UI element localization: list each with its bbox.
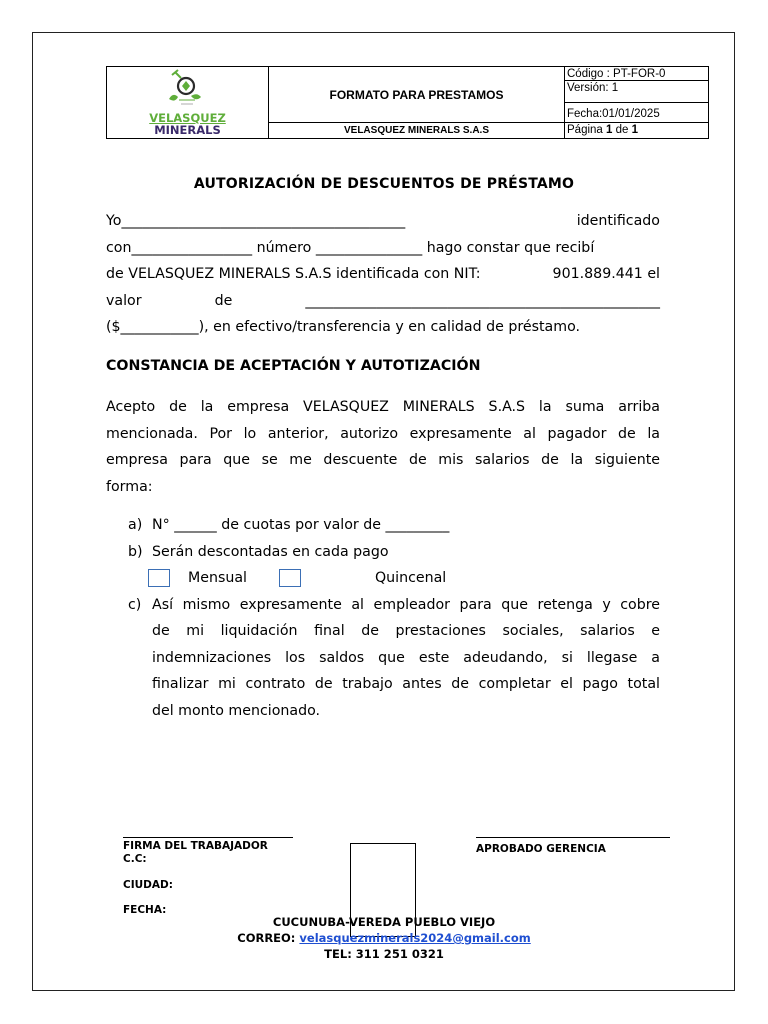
email-link[interactable]: velasquezminerals2024@gmail.com (299, 931, 531, 945)
body-line: empresa para que se me descuente de mis salarios de la siguiente (106, 452, 660, 468)
footer-email: CORREO: velasquezminerals2024@gmail.com (237, 931, 531, 945)
intro-line: Yo________________________________________ identificado (106, 213, 660, 229)
city-label: CIUDAD: (123, 879, 173, 891)
intro-paragraph (106, 208, 660, 341)
cc-label: C.C: (123, 853, 147, 865)
body-line: mencionada. Por lo anterior, autorizo expresamente al pagador de la (106, 425, 660, 442)
list-item-c-line: del monto mencionado. (152, 702, 321, 719)
logo-name-line1: VELASQUEZ (149, 111, 226, 125)
body-line: Acepto de la empresa VELASQUEZ MINERALS S.A.S la suma arriba (106, 399, 660, 415)
list-item-c-line: finalizar mi contrato de trabajo antes de completar el pago total (152, 676, 660, 692)
document-code: Código : PT-FOR-0 (565, 67, 708, 81)
footer-address: CUCUNUBA-VEREDA PUEBLO VIEJO (272, 915, 496, 929)
body-paragraph (106, 394, 660, 500)
list-item-c-line: de mi liquidación final de prestaciones sociales, salarios e (152, 623, 660, 639)
page-number: Página 1 de 1 (567, 124, 639, 136)
manager-signature-line (476, 837, 670, 838)
date-label: FECHA: (123, 904, 167, 916)
footer-phone: TEL: 311 251 0321 (324, 947, 444, 961)
biweekly-label: Quincenal (374, 570, 447, 586)
document-version: Versión: 1 (565, 81, 708, 103)
list-item-b: b) Serán descontadas en cada pago (128, 543, 389, 560)
header-title-cell (269, 67, 565, 138)
document-header (106, 66, 709, 139)
list-item-c-line: indemnizaciones los saldos que este adeudando, si llegase a (152, 649, 660, 666)
monthly-checkbox[interactable] (148, 569, 170, 587)
payment-frequency-options (128, 565, 660, 592)
document-date: Fecha:01/01/2025 (565, 103, 708, 123)
worker-signature-line (123, 837, 293, 838)
monthly-label: Mensual (188, 570, 247, 586)
intro-line: valor de __________________________________________________ (106, 292, 660, 309)
list-item-c: c) Así mismo expresamente al empleador para que retenga y cobre (128, 596, 660, 613)
body-line: forma: (106, 478, 153, 495)
form-title: FORMATO PARA PRESTAMOS (269, 67, 564, 123)
document-title: AUTORIZACIÓN DE DESCUENTOS DE PRÉSTAMO (193, 176, 575, 192)
manager-approval-label: APROBADO GERENCIA (476, 843, 606, 855)
logo-cell (107, 67, 269, 138)
logo-name-line2: MINERALS (154, 123, 221, 137)
intro-line: de VELASQUEZ MINERALS S.A.S identificada con NIT: 901.889.441 el (106, 266, 660, 282)
section-title: CONSTANCIA DE ACEPTACIÓN Y AUTOTIZACIÓN (106, 358, 481, 374)
company-name: VELASQUEZ MINERALS S.A.S (343, 125, 489, 136)
biweekly-checkbox[interactable] (279, 569, 301, 587)
header-meta-cell (565, 67, 708, 138)
worker-signature-label: FIRMA DEL TRABAJADOR (123, 840, 268, 852)
intro-line: con_________________ número _______________ hago constar que recibí (106, 239, 595, 256)
intro-line: ($___________), en efectivo/transferencia y en calidad de préstamo. (106, 319, 581, 335)
payment-terms-list (128, 512, 660, 724)
list-item-a: a) N° ______ de cuotas por valor de _________ (128, 517, 450, 533)
company-logo-icon (161, 69, 211, 113)
